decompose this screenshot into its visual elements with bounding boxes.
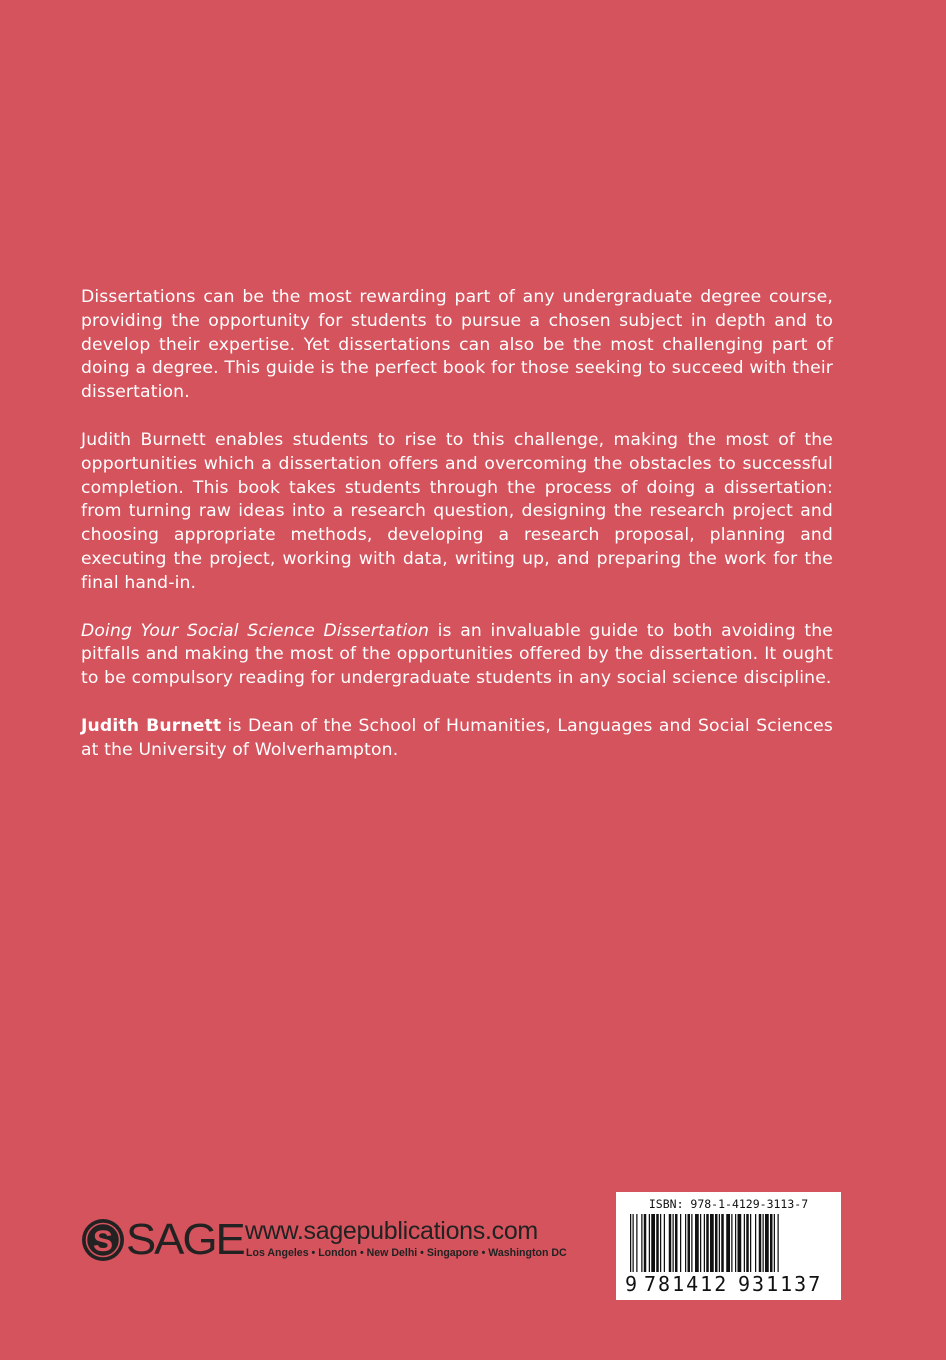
publisher-cities: Los Angeles • London • New Delhi • Singapore • Washington DC	[246, 1247, 567, 1259]
isbn-barcode	[616, 1192, 841, 1300]
barcode-digit-first: 9	[625, 1272, 638, 1296]
author-bio	[81, 715, 833, 763]
barcode-digits	[616, 1272, 841, 1298]
barcode-digits-right: 931137	[738, 1272, 823, 1296]
publisher-url: www.sagepublications.com	[245, 1217, 538, 1245]
blurb-paragraph-3	[81, 620, 833, 691]
author-name: Judith Burnett	[81, 715, 222, 736]
sage-wordmark: SAGE	[126, 1215, 244, 1264]
author-bio-text: is Dean of the School of Humanities, Languages and Social Sciences at the University of Wolverhampton.	[81, 715, 834, 760]
sage-logo-icon	[81, 1218, 125, 1262]
blurb-paragraph-2: Judith Burnett enables students to rise to this challenge, making the most of the opportunities which a dissertation offers and overcoming the obstacles to successful completion. This book takes students through the process of doing a dissertation: from turning raw ideas into a research question, designing the research project and choosing appropriate methods, developing a research proposal, planning and executing the project, working with data, writing up, and preparing the work for the final hand-in.	[81, 429, 833, 593]
sage-logo-letter: S	[92, 1225, 114, 1258]
blurb-paragraph-3-text: is an invaluable guide to both avoiding the pitfalls and making the most of the opportunities offered by the dissertation. It ought to be compulsory reading for undergraduate students in any social science discipline.	[81, 620, 833, 689]
barcode-digits-left: 781412	[644, 1272, 729, 1296]
book-title: Doing Your Social Science Dissertation	[81, 620, 430, 641]
isbn-label: ISBN: 978-1-4129-3113-7	[648, 1197, 809, 1211]
blurb-paragraph-1: Dissertations can be the most rewarding part of any undergraduate degree course, providing the opportunity for students to pursue a chosen subject in depth and to develop their expertise. Yet dissertations can also be the most challenging part of doing a degree. This guide is the perfect book for those seeking to succeed with their dissertation.	[81, 287, 833, 403]
publisher-imprint	[81, 1214, 567, 1264]
back-cover-blurb	[81, 286, 833, 763]
